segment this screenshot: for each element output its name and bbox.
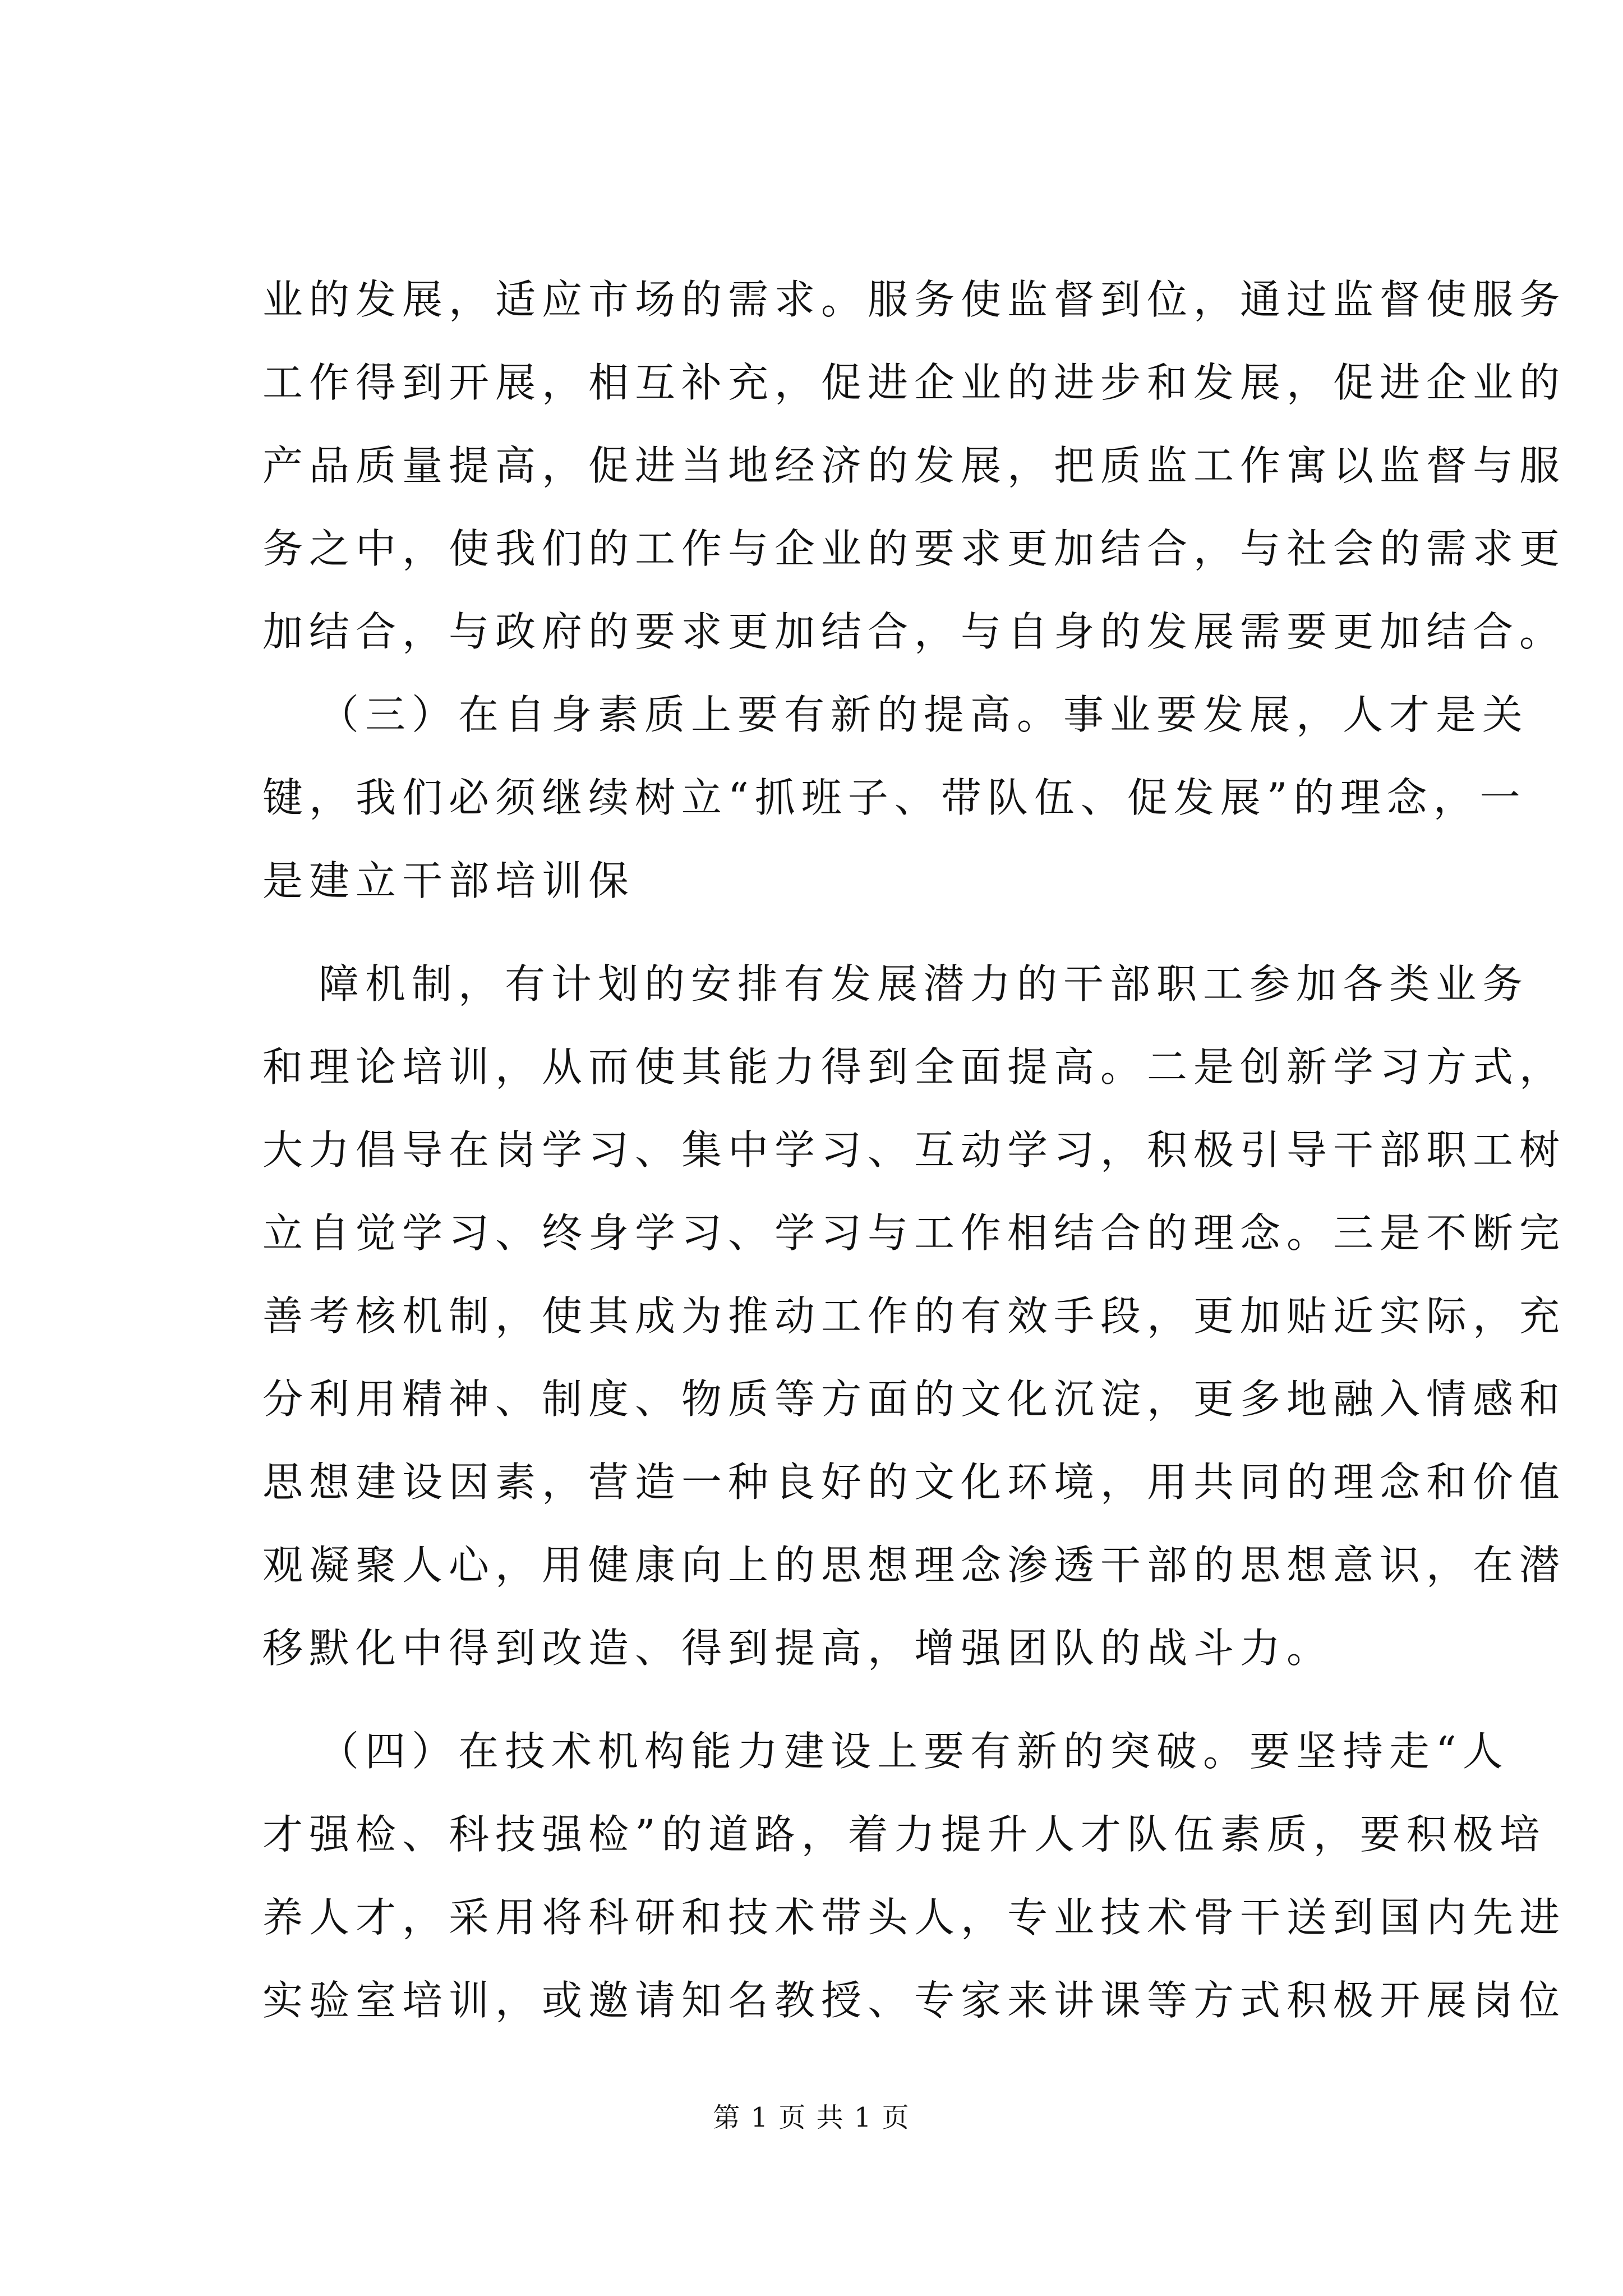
document-body [262,258,1566,2042]
text-line: 实验室培训，或邀请知名教授、专家来讲课等方式积极开展岗位 [262,1977,1566,2024]
text-line: 是建立干部培训保 [262,857,635,904]
paragraph-3 [262,942,1566,1690]
text-line: 障机制，有计划的安排有发展潜力的干部职工参加各类业务 [319,960,1529,1007]
paragraph-2 [262,673,1529,922]
text-line: 大力倡导在岗学习、集中学习、互动学习，积极引导干部职工树 [262,1126,1566,1174]
text-line: 立自觉学习、终身学习、学习与工作相结合的理念。三是不断完 [262,1209,1566,1257]
paragraph-1 [262,258,1566,673]
text-line: 移默化中得到改造、得到提高，增强团队的战斗力。 [262,1625,1334,1672]
paragraph-gap [262,1690,1451,1710]
text-line: 工作得到开展，相互补充，促进企业的进步和发展，促进企业的 [262,359,1566,406]
paragraph-4 [262,1710,1566,2042]
text-line: 业的发展，适应市场的需求。服务使监督到位，通过监督使服务 [262,276,1566,323]
text-line: 观凝聚人心，用健康向上的思想理念渗透干部的思想意识，在潜 [262,1542,1566,1589]
text-line: 务之中，使我们的工作与企业的要求更加结合，与社会的需求更 [262,525,1566,572]
text-line: 才强检、科技强检”的道路，着力提升人才队伍素质，要积极培 [262,1811,1546,1858]
text-line: 养人才，采用将科研和技术带头人，专业技术骨干送到国内先进 [262,1894,1566,1941]
text-line: 加结合，与政府的要求更加结合，与自身的发展需要更加结合。 [262,608,1566,655]
page-footer: 第 1 页 共 1 页 [713,2102,910,2133]
text-line: 和理论培训，从而使其能力得到全面提高。二是创新学习方式， [262,1043,1566,1091]
text-line: 键，我们必须继续树立“抓班子、带队伍、促发展”的理念，一 [262,774,1527,821]
text-line: 善考核机制，使其成为推动工作的有效手段，更加贴近实际，充 [262,1292,1566,1340]
text-line: 思想建设因素，营造一种良好的文化环境，用共同的理念和价值 [262,1458,1566,1506]
text-line: 分利用精神、制度、物质等方面的文化沉淀，更多地融入情感和 [262,1375,1566,1423]
paragraph-gap [262,922,1451,942]
text-line: （四）在技术机构能力建设上要有新的突破。要坚持走“人 [319,1728,1509,1775]
text-line: （三）在自身素质上要有新的提高。事业要发展，人才是关 [319,691,1529,738]
text-line: 产品质量提高，促进当地经济的发展，把质监工作寓以监督与服 [262,442,1566,489]
